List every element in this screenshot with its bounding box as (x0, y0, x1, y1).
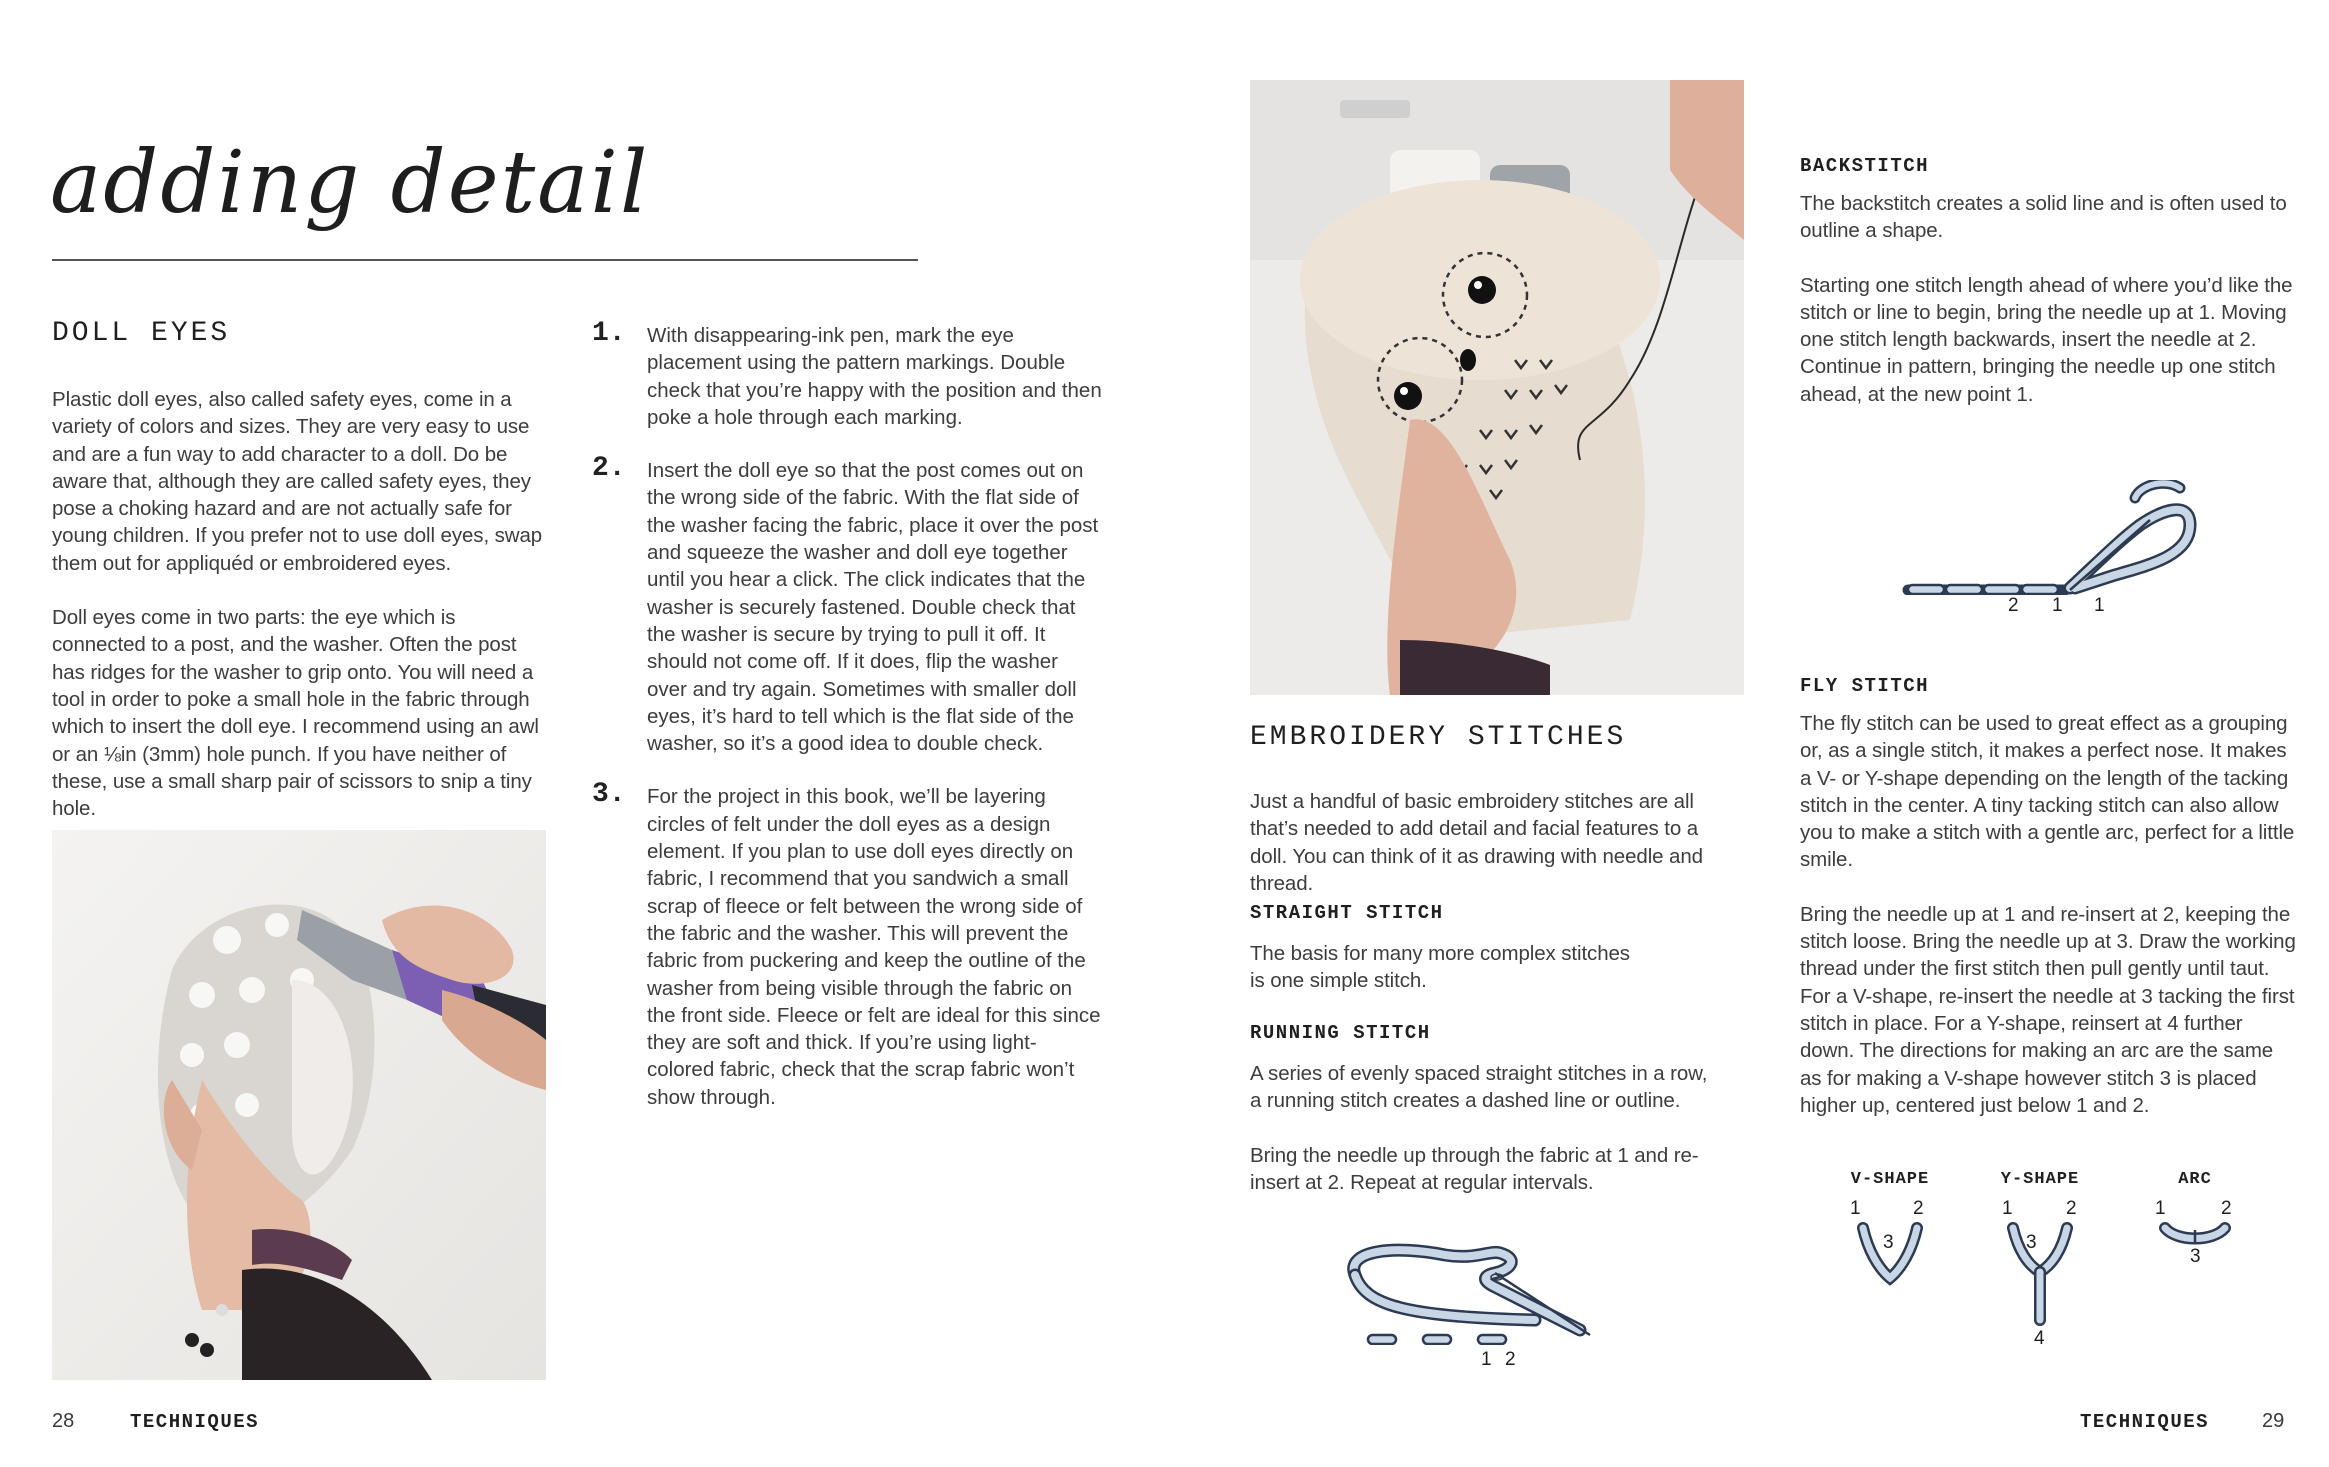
step-number: 2. (592, 453, 626, 485)
y-shape-illustration (1980, 1220, 2100, 1330)
backstitch-label-1a: 1 (2052, 595, 2063, 616)
fly-stitch-text (1800, 710, 2300, 1146)
running-stitch-label-1: 1 (1481, 1349, 1492, 1370)
running-stitch-diagram (1335, 1235, 1605, 1375)
page-title-lettering (50, 130, 930, 255)
doll-eyes-paragraph-2: Doll eyes come in two parts: the eye which is connected to a post, and the washer. Often the post has ridges for the washer to grip onto. You will need a tool in order to poke a small hole in the fabric through which to insert the doll eye. I recommend using an awl or an ⅛in (3mm) hole punch. If you have neither of these, use a small sharp pair of scissors to snip a tiny hole. (52, 606, 539, 821)
running-stitch-paragraph-2: Bring the needle up through the fabric at 1 and re-insert at 2. Repeat at regular intervals. (1250, 1143, 1699, 1194)
step-text: For the project in this book, we’ll be layering circles of felt under the doll eyes as a design element. If you plan to use doll eyes directly on fabric, I recommend that you sandwich a small scrap of fleece or felt between the wrong side of the fabric and the washer. This will prevent the fabric from puckering and keep the outline of the washer from being visible through the fabric on the front side. Fleece or felt are ideal for this since they are soft and thick. If you’re using light-colored fabric, check that the scrap fabric won’t show through. (647, 785, 1101, 1109)
v-shape-num-2: 2 (1913, 1198, 1924, 1219)
page-number-left: 28 (52, 1410, 75, 1432)
v-shape-num-3: 3 (1883, 1232, 1894, 1253)
backstitch-heading: BACKSTITCH (1800, 155, 1930, 177)
step-number: 3. (592, 779, 626, 811)
step-1 (592, 318, 1102, 431)
doll-eyes-paragraph-1: Plastic doll eyes, also called safety eyes, come in a variety of colors and sizes. They are very easy to use and are a fun way to add character to a doll. Do be aware that, although they are called safety eyes, they pose a choking hazard and are not actually safe for young children. If you prefer not to use doll eyes, swap them out for appliquéd or embroidered eyes. (52, 388, 543, 575)
step-3 (592, 779, 1102, 1111)
y-shape-num-3: 3 (2026, 1232, 2037, 1253)
backstitch-paragraph-2: Starting one stitch length ahead of where you’d like the stitch or line to begin, bring the needle up at 1. Moving one stitch length backwards, insert the needle at 2. Continue in pattern, bringing the needle up one stitch ahead, at the new point 1. (1800, 273, 2293, 406)
fly-stitch-paragraph-1: The fly stitch can be used to great effect as a grouping or, as a single stitch, it makes a perfect nose. It makes a V- or Y-shape depending on the length of the tacking stitch in the center. A tiny tacking stitch can also allow you to make a stitch with a gentle arc, perfect for a little smile. (1800, 712, 2295, 872)
backstitch-paragraph-1: The backstitch creates a solid line and is often used to outline a shape. (1800, 192, 2287, 243)
fly-stitch-heading: FLY STITCH (1800, 675, 1930, 697)
embroidery-photo (1250, 80, 1744, 695)
v-shape-label: V-SHAPE (1850, 1170, 1930, 1189)
embroidery-heading: EMBROIDERY STITCHES (1250, 722, 1627, 753)
step-text: Insert the doll eye so that the post comes out on the wrong side of the fabric. With the flat side of the washer facing the fabric, place it over the post and squeeze the washer and doll eye together until you hear a click. The click indicates that the washer is securely fastened. Double check that the washer is secure by trying to pull it off. It should not come off. If it does, flip the washer over and try again. Sometimes with smaller doll eyes, it’s hard to tell which is the flat side of the washer, so it’s a good idea to double check. (647, 459, 1099, 756)
y-shape-num-4: 4 (2034, 1328, 2045, 1349)
title-rule (52, 259, 918, 261)
y-shape-num-1: 1 (2002, 1198, 2013, 1219)
hole-punch-photo (52, 830, 546, 1380)
footer-label-right: TECHNIQUES (2080, 1411, 2210, 1433)
backstitch-label-2: 2 (2008, 595, 2019, 616)
fly-stitch-y-diagram (1980, 1170, 2100, 1350)
v-shape-illustration (1830, 1220, 1950, 1290)
step-number: 1. (592, 318, 626, 349)
step-2 (592, 453, 1102, 757)
page-title (50, 130, 930, 255)
running-stitch-illustration (1335, 1235, 1605, 1345)
y-shape-label: Y-SHAPE (2000, 1170, 2080, 1189)
step-text: With disappearing-ink pen, mark the eye placement using the pattern markings. Double check that you’re happy with the position and then poke a hole through each marking. (647, 324, 1102, 429)
arc-label: ARC (2178, 1170, 2212, 1189)
footer-label-left: TECHNIQUES (130, 1411, 260, 1433)
running-stitch-text (1250, 1060, 1710, 1223)
eye-steps (592, 318, 1102, 1137)
straight-stitch-heading: STRAIGHT STITCH (1250, 902, 1444, 924)
page-title-text: adding detail (50, 133, 650, 233)
backstitch-diagram (1900, 480, 2200, 630)
running-stitch-paragraph-1: A series of evenly spaced straight stitches in a row, a running stitch creates a dashed line or outline. (1250, 1062, 1708, 1113)
running-stitch-heading: RUNNING STITCH (1250, 1022, 1431, 1044)
fly-stitch-arc-diagram (2135, 1170, 2255, 1280)
arc-num-2: 2 (2221, 1198, 2232, 1219)
running-stitch-label-2: 2 (1505, 1349, 1516, 1370)
embroidery-intro: Just a handful of basic embroidery stitches are all that’s needed to add detail and facial features to a doll. You can think of it as drawing with needle and thread. (1250, 790, 1703, 895)
fly-stitch-v-diagram (1830, 1170, 1950, 1300)
page-number-right: 29 (2262, 1410, 2285, 1432)
backstitch-illustration (1900, 480, 2200, 595)
arc-num-1: 1 (2155, 1198, 2166, 1219)
doll-eyes-heading: DOLL EYES (52, 318, 231, 349)
backstitch-text (1800, 190, 2300, 435)
straight-stitch-text: The basis for many more complex stitches is one simple stitch. (1250, 942, 1630, 993)
doll-eyes-text (52, 386, 552, 849)
v-shape-num-1: 1 (1850, 1198, 1861, 1219)
backstitch-label-1b: 1 (2094, 595, 2105, 616)
y-shape-num-2: 2 (2066, 1198, 2077, 1219)
arc-num-3: 3 (2190, 1246, 2201, 1267)
fly-stitch-paragraph-2: Bring the needle up at 1 and re-insert at 2, keeping the stitch loose. Bring the needle up at 3. Draw the working thread under the first stitch then pull gently until taut. For a V-shape, re-insert the needle at 3 tacking the first stitch in place. For a Y-shape, reinsert at 4 further down. The directions for making an arc are the same as for making a V-shape however stitch 3 is placed higher up, centered just below 1 and 2. (1800, 902, 2296, 1117)
